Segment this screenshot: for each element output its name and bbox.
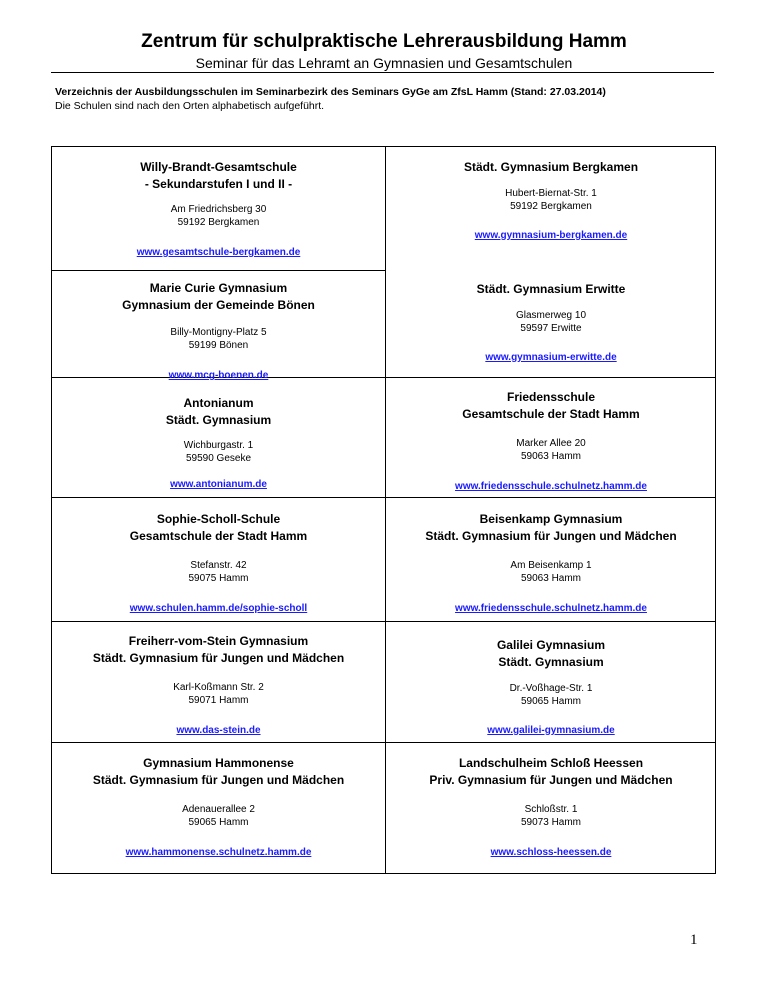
- school-city: 59063 Hamm: [520, 573, 582, 584]
- school-subtitle: Städt. Gymnasium: [165, 413, 272, 427]
- school-city: 59597 Erwitte: [520, 323, 582, 334]
- school-cell: [386, 281, 716, 365]
- school-street: Marker Allee 20: [516, 438, 586, 449]
- school-city: 59073 Hamm: [520, 817, 582, 828]
- school-street: Karl-Koßmann Str. 2: [173, 682, 264, 693]
- page-subtitle: Seminar für das Lehramt an Gymnasien und Gesamtschulen: [195, 55, 573, 71]
- page-title: Zentrum für schulpraktische Lehrerausbildung Hamm: [141, 31, 627, 52]
- row-divider: [52, 742, 715, 743]
- school-cell: [52, 511, 385, 616]
- school-subtitle: Gesamtschule der Stadt Hamm: [462, 407, 640, 421]
- school-city: 59071 Hamm: [188, 695, 249, 706]
- school-cell: [52, 280, 385, 383]
- school-website-link[interactable]: www.gesamtschule-bergkamen.de: [136, 247, 301, 258]
- intro-text: [55, 85, 606, 113]
- school-cell: [386, 755, 716, 860]
- school-city: 59065 Hamm: [520, 696, 582, 707]
- school-cell: [52, 755, 385, 860]
- school-subtitle: Städt. Gymnasium: [498, 655, 604, 669]
- school-subtitle: Gesamtschule der Stadt Hamm: [129, 529, 308, 543]
- school-street: Stefanstr. 42: [190, 560, 247, 571]
- school-name: Freiherr-vom-Stein Gymnasium: [128, 634, 309, 648]
- school-name: Marie Curie Gymnasium: [149, 281, 288, 295]
- school-website-link[interactable]: www.hammonense.schulnetz.hamm.de: [125, 847, 312, 858]
- school-city: 59192 Bergkamen: [177, 217, 260, 228]
- school-subtitle: Städt. Gymnasium für Jungen und Mädchen: [92, 773, 345, 787]
- school-cell: [386, 159, 716, 243]
- school-subtitle: Gymnasium der Gemeinde Bönen: [122, 298, 315, 312]
- school-cell: [386, 511, 716, 616]
- school-street: Hubert-Biernat-Str. 1: [505, 188, 597, 199]
- row-divider: [52, 621, 715, 622]
- school-website-link[interactable]: www.gymnasium-bergkamen.de: [474, 230, 628, 241]
- intro-note: Die Schulen sind nach den Orten alphabetisch aufgeführt.: [55, 100, 325, 112]
- school-street: Am Friedrichsberg 30: [170, 204, 267, 215]
- school-website-link[interactable]: www.galilei-gymnasium.de: [487, 725, 615, 736]
- school-street: Glasmerweg 10: [515, 310, 587, 321]
- page-number: 1: [690, 932, 698, 948]
- school-website-link[interactable]: www.schloss-heessen.de: [490, 847, 612, 858]
- school-cell: [52, 395, 385, 492]
- school-name: Galilei Gymnasium: [496, 638, 606, 652]
- school-city: 59199 Bönen: [188, 340, 249, 351]
- school-street: Schloßstr. 1: [524, 804, 578, 815]
- intro-heading: Verzeichnis der Ausbildungsschulen im Seminarbezirk des Seminars GyGe am ZfsL Hamm (Stand: 27.03.2014): [55, 86, 606, 98]
- school-street: Billy-Montigny-Platz 5: [170, 327, 267, 338]
- header-divider: [51, 72, 714, 73]
- school-street: Wichburgastr. 1: [183, 440, 254, 451]
- school-table: [51, 146, 716, 874]
- school-street: Dr.-Voßhage-Str. 1: [509, 683, 593, 694]
- school-city: 59590 Geseke: [185, 453, 252, 464]
- school-cell: [52, 633, 385, 738]
- school-website-link[interactable]: www.mcg-boenen.de: [168, 370, 269, 381]
- school-subtitle: Städt. Gymnasium für Jungen und Mädchen: [92, 651, 345, 665]
- school-street: Adenauerallee 2: [182, 804, 255, 815]
- school-cell: [52, 159, 385, 260]
- school-name: Friedensschule: [506, 390, 596, 404]
- school-subtitle: Städt. Gymnasium für Jungen und Mädchen: [425, 529, 677, 543]
- school-subtitle: - Sekundarstufen I und II -: [144, 177, 293, 191]
- school-name: Städt. Gymnasium Erwitte: [476, 282, 626, 296]
- school-cell: [386, 637, 716, 738]
- school-name: Antonianum: [183, 396, 254, 410]
- school-cell: [386, 389, 716, 494]
- school-name: Städt. Gymnasium Bergkamen: [463, 160, 639, 174]
- school-website-link[interactable]: www.schulen.hamm.de/sophie-scholl: [129, 603, 308, 614]
- school-website-link[interactable]: www.friedensschule.schulnetz.hamm.de: [455, 481, 647, 492]
- school-name: Sophie-Scholl-Schule: [156, 512, 281, 526]
- school-subtitle: Priv. Gymnasium für Jungen und Mädchen: [429, 773, 673, 787]
- row-divider: [385, 377, 715, 378]
- school-website-link[interactable]: www.antonianum.de: [170, 479, 267, 490]
- school-city: 59065 Hamm: [188, 817, 249, 828]
- row-divider: [52, 497, 715, 498]
- school-street: Am Beisenkamp 1: [510, 560, 592, 571]
- school-website-link[interactable]: www.das-stein.de: [176, 725, 261, 736]
- school-website-link[interactable]: www.gymnasium-erwitte.de: [485, 352, 617, 363]
- school-city: 59192 Bergkamen: [510, 201, 592, 212]
- school-name: Beisenkamp Gymnasium: [479, 512, 623, 526]
- school-name: Gymnasium Hammonense: [143, 756, 294, 770]
- row-divider: [52, 270, 385, 271]
- school-website-link[interactable]: www.friedensschule.schulnetz.hamm.de: [455, 603, 647, 614]
- school-name: Landschulheim Schloß Heessen: [458, 756, 644, 770]
- school-name: Willy-Brandt-Gesamtschule: [140, 160, 297, 174]
- school-city: 59075 Hamm: [188, 573, 249, 584]
- school-city: 59063 Hamm: [520, 451, 582, 462]
